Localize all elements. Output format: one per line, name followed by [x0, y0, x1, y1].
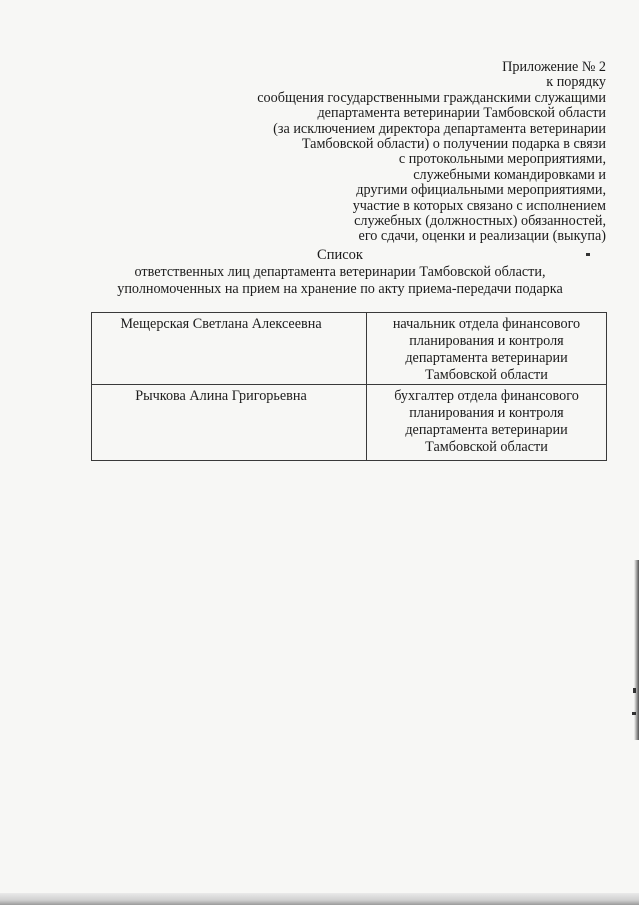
- appendix-line: (за исключением директора департамента ветеринарии: [273, 120, 606, 137]
- list-subtitle-line: уполномоченных на прием на хранение по акту приема-передачи подарка: [117, 281, 563, 297]
- appendix-line: к порядку: [546, 74, 606, 91]
- responsible-persons-table: [91, 312, 607, 461]
- person-position: [367, 313, 607, 385]
- table-row: [92, 313, 607, 385]
- person-position: [367, 385, 607, 461]
- appendix-line: служебными командировками и: [413, 166, 606, 183]
- list-title: Список: [317, 247, 363, 263]
- list-subtitle-line: ответственных лиц департамента ветеринарии Тамбовской области,: [134, 264, 546, 280]
- appendix-line: служебных (должностных) обязанностей,: [354, 213, 606, 230]
- list-heading: [60, 247, 620, 298]
- table-row: [92, 385, 607, 461]
- scan-bottom-edge: [0, 893, 639, 905]
- appendix-line: департамента ветеринарии Тамбовской области: [317, 105, 606, 122]
- appendix-line: Тамбовской области) о получении подарка в связи: [301, 136, 606, 153]
- appendix-line: с протокольными мероприятиями,: [398, 151, 606, 168]
- position-line: начальник отдела финансового: [392, 316, 581, 332]
- scan-speck: [586, 253, 590, 256]
- appendix-line: другими официальными мероприятиями,: [356, 182, 606, 199]
- position-line: Тамбовской области: [425, 439, 548, 455]
- appendix-line: сообщения государственными гражданскими служащими: [257, 89, 606, 106]
- appendix-header: [166, 60, 606, 245]
- appendix-line: его сдачи, оценки и реализации (выкупа): [358, 228, 606, 245]
- person-name: Мещерская Светлана Алексеевна: [92, 313, 367, 385]
- scan-edge-shadow: [634, 560, 639, 740]
- position-line: планирования и контроля: [409, 333, 564, 349]
- position-line: планирования и контроля: [409, 405, 564, 421]
- person-name: Рычкова Алина Григорьевна: [92, 385, 367, 461]
- position-line: Тамбовской области: [425, 367, 548, 383]
- appendix-number: Приложение № 2: [502, 59, 606, 75]
- appendix-line: участие в которых связано с исполнением: [352, 197, 606, 214]
- position-line: департамента ветеринарии: [405, 350, 568, 366]
- position-line: бухгалтер отдела финансового: [394, 388, 579, 404]
- position-line: департамента ветеринарии: [405, 422, 568, 438]
